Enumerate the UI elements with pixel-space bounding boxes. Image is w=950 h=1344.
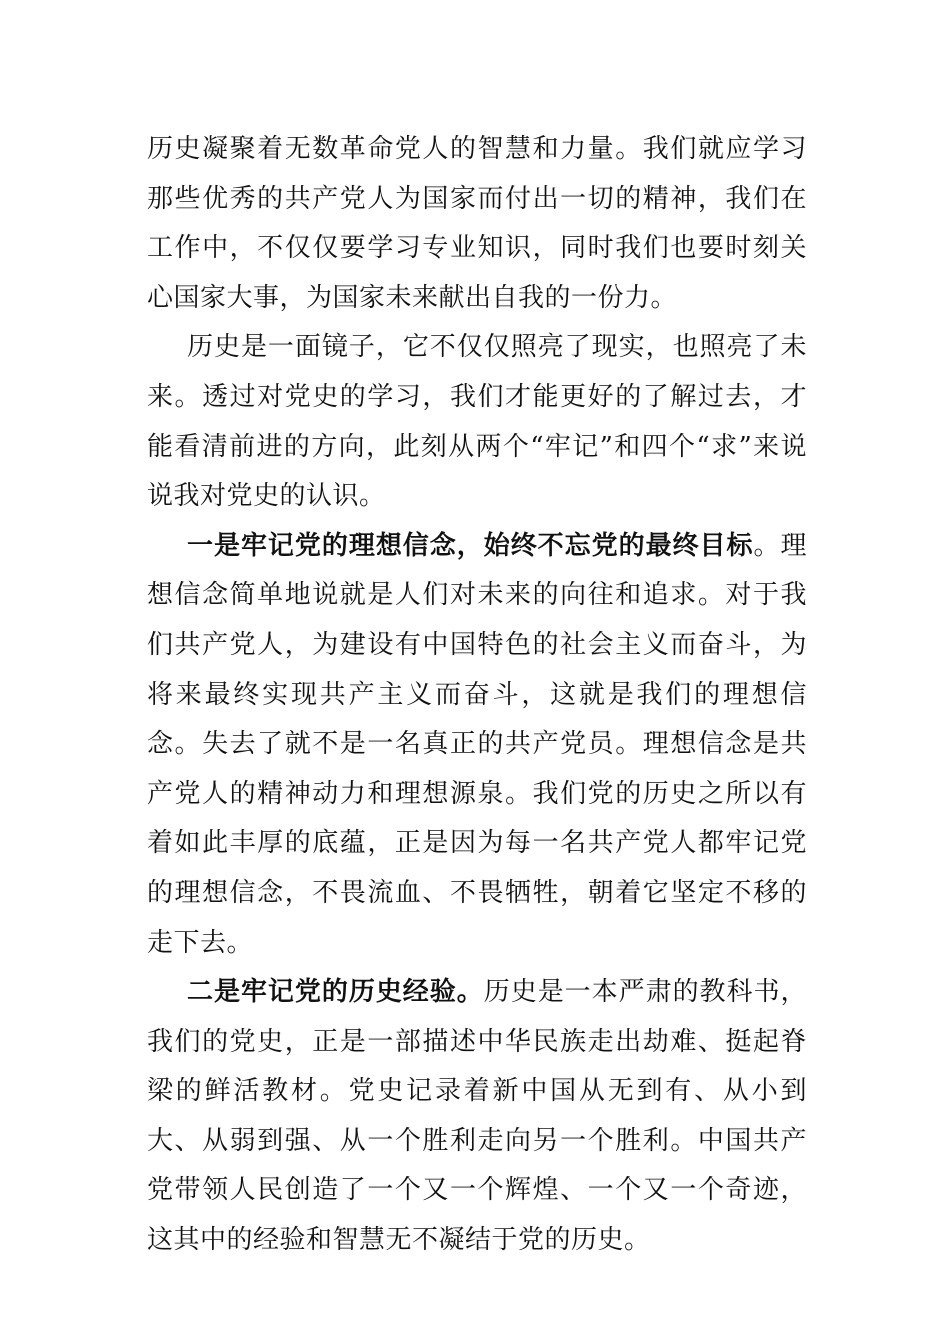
document-body <box>147 125 807 1266</box>
paragraph-3 <box>147 522 807 968</box>
paragraph-2-text: 历史是一面镜子，它不仅仅照亮了现实，也照亮了未来。透过对党史的学习，我们才能更好的了解过去，才能看清前进的方向，此刻从两个“牢记”和四个“求”来说说我对党史的认识。 <box>147 332 807 512</box>
paragraph-3-heading: 一是牢记党的理想信念，始终不忘党的最终目标 <box>187 530 754 561</box>
paragraph-4-heading: 二是牢记党的历史经验。 <box>187 977 484 1008</box>
paragraph-3-text: 。理想信念简单地说就是人们对未来的向往和追求。对于我们共产党人，为建设有中国特色的社会主义而奋斗，为将来最终实现共产主义而奋斗，这就是我们的理想信念。失去了就不是一名真正的共产党员。理想信念是共产党人的精神动力和理想源泉。我们党的历史之所以有着如此丰厚的底蕴，正是因为每一名共产党人都牢记党的理想信念，不畏流血、不畏牺牲，朝着它坚定不移的走下去。 <box>147 530 807 958</box>
paragraph-4 <box>147 968 807 1266</box>
paragraph-1-text: 历史凝聚着无数革命党人的智慧和力量。我们就应学习那些优秀的共产党人为国家而付出一切的精神，我们在工作中，不仅仅要学习专业知识，同时我们也要时刻关心国家大事，为国家未来献出自我的一份力。 <box>147 134 807 313</box>
paragraph-1 <box>147 125 807 323</box>
paragraph-4-text: 历史是一本严肃的教科书，我们的党史，正是一部描述中华民族走出劫难、挺起脊梁的鲜活教材。党史记录着新中国从无到有、从小到大、从弱到强、从一个胜利走向另一个胜利。中国共产党带领人民创造了一个又一个辉煌、一个又一个奇迹，这其中的经验和智慧无不凝结于党的历史。 <box>147 977 807 1256</box>
paragraph-2 <box>147 323 807 521</box>
